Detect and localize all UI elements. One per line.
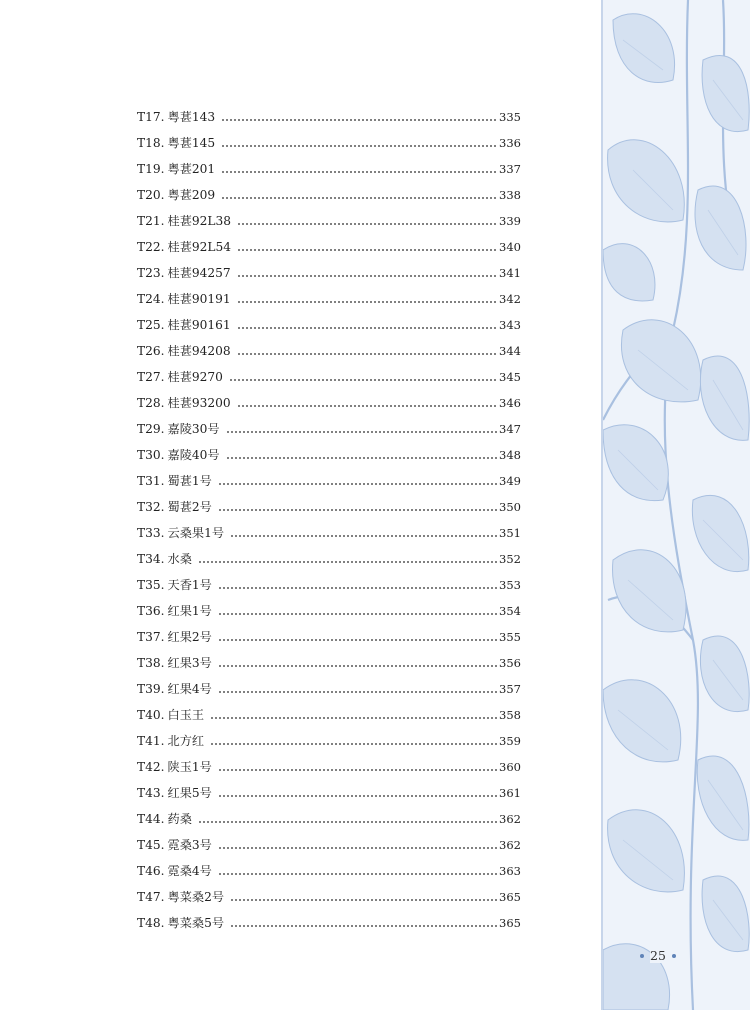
leader-dots	[226, 431, 498, 433]
toc-entry	[137, 572, 521, 598]
toc-entry-number: T48.	[137, 916, 165, 930]
toc-entry	[137, 884, 521, 910]
toc-entry-title: 药桑	[167, 812, 192, 826]
toc-entry	[137, 910, 521, 936]
toc-entry	[137, 468, 521, 494]
toc-entry-page: 338	[499, 188, 521, 202]
toc-entry-title: 桂葚9270	[167, 370, 223, 384]
toc-entry-page: 337	[499, 162, 521, 176]
leader-dots	[218, 483, 498, 485]
toc-entry-number: T31.	[137, 474, 165, 488]
toc-entry-page: 358	[499, 708, 521, 722]
toc-entry-page: 344	[499, 344, 521, 358]
toc-entry-number: T32.	[137, 500, 165, 514]
toc-entry-title: 水桑	[167, 552, 192, 566]
toc-entry-page: 357	[499, 682, 521, 696]
toc-entry-title: 桂葚94257	[167, 266, 231, 280]
leader-dots	[230, 535, 498, 537]
toc-entry	[137, 442, 521, 468]
table-of-contents	[137, 104, 521, 936]
toc-entry-page: 362	[499, 838, 521, 852]
leader-dots	[218, 587, 498, 589]
toc-entry-page: 346	[499, 396, 521, 410]
toc-entry	[137, 598, 521, 624]
leader-dots	[198, 561, 498, 563]
toc-entry	[137, 182, 521, 208]
leader-dots	[226, 457, 498, 459]
toc-entry-title: 粤菜桑2号	[167, 890, 225, 904]
leader-dots	[198, 821, 498, 823]
toc-entry	[137, 858, 521, 884]
toc-entry-number: T23.	[137, 266, 165, 280]
toc-entry-page: 361	[499, 786, 521, 800]
leader-dots	[210, 743, 498, 745]
toc-entry-number: T22.	[137, 240, 165, 254]
toc-entry-number: T46.	[137, 864, 165, 878]
toc-entry	[137, 260, 521, 286]
toc-entry-page: 353	[499, 578, 521, 592]
toc-entry	[137, 546, 521, 572]
toc-entry	[137, 338, 521, 364]
leader-dots	[218, 613, 498, 615]
toc-entry-title: 粤葚209	[167, 188, 216, 202]
toc-entry-number: T28.	[137, 396, 165, 410]
toc-entry-page: 339	[499, 214, 521, 228]
toc-entry-title: 嘉陵40号	[167, 448, 220, 462]
toc-entry-page: 343	[499, 318, 521, 332]
toc-entry-title: 粤葚145	[167, 136, 216, 150]
toc-entry-number: T25.	[137, 318, 165, 332]
leader-dots	[237, 249, 498, 251]
toc-entry	[137, 208, 521, 234]
leader-dots	[221, 145, 498, 147]
toc-entry-page: 360	[499, 760, 521, 774]
leaf-illustration-icon	[603, 0, 750, 1010]
toc-entry-title: 桂葚92L54	[167, 240, 232, 254]
toc-entry-page: 362	[499, 812, 521, 826]
toc-entry-number: T29.	[137, 422, 165, 436]
toc-entry-page: 341	[499, 266, 521, 280]
toc-entry-title: 红果3号	[167, 656, 212, 670]
toc-entry	[137, 234, 521, 260]
toc-entry	[137, 624, 521, 650]
toc-entry	[137, 650, 521, 676]
toc-entry-title: 粤葚201	[167, 162, 216, 176]
toc-entry-title: 桂葚90191	[167, 292, 231, 306]
toc-entry-number: T38.	[137, 656, 165, 670]
toc-entry-title: 粤葚143	[167, 110, 216, 124]
toc-entry-number: T43.	[137, 786, 165, 800]
leader-dots	[237, 223, 498, 225]
leader-dots	[218, 795, 498, 797]
toc-entry-page: 365	[499, 890, 521, 904]
leader-dots	[229, 379, 498, 381]
toc-entry	[137, 494, 521, 520]
toc-entry-title: 霓桑3号	[167, 838, 212, 852]
toc-entry	[137, 728, 521, 754]
leader-dots	[221, 119, 498, 121]
toc-entry-page: 365	[499, 916, 521, 930]
leader-dots	[218, 639, 498, 641]
toc-entry-number: T21.	[137, 214, 165, 228]
mulberry-leaf-illustration	[601, 0, 750, 1010]
toc-entry-page: 349	[499, 474, 521, 488]
toc-entry	[137, 104, 521, 130]
toc-entry-number: T42.	[137, 760, 165, 774]
toc-entry	[137, 520, 521, 546]
toc-entry-number: T20.	[137, 188, 165, 202]
toc-entry-title: 陕玉1号	[167, 760, 212, 774]
toc-entry-title: 嘉陵30号	[167, 422, 220, 436]
toc-entry-title: 蜀葚2号	[167, 500, 212, 514]
toc-entry-page: 348	[499, 448, 521, 462]
toc-entry-title: 北方红	[167, 734, 205, 748]
leader-dots	[218, 665, 498, 667]
toc-entry-title: 红果1号	[167, 604, 212, 618]
toc-entry-title: 桂葚93200	[167, 396, 231, 410]
toc-entry-page: 363	[499, 864, 521, 878]
toc-entry-title: 云桑果1号	[167, 526, 225, 540]
toc-entry-number: T41.	[137, 734, 165, 748]
toc-entry-page: 347	[499, 422, 521, 436]
toc-entry-page: 335	[499, 110, 521, 124]
toc-entry	[137, 702, 521, 728]
toc-entry	[137, 780, 521, 806]
toc-entry	[137, 832, 521, 858]
leader-dots	[221, 197, 498, 199]
bullet-dot-icon	[672, 954, 676, 958]
leader-dots	[218, 691, 498, 693]
toc-entry	[137, 390, 521, 416]
toc-entry-title: 桂葚94208	[167, 344, 231, 358]
toc-entry-number: T45.	[137, 838, 165, 852]
bullet-dot-icon	[640, 954, 644, 958]
toc-entry-page: 345	[499, 370, 521, 384]
toc-entry-page: 352	[499, 552, 521, 566]
toc-entry	[137, 286, 521, 312]
toc-entry-number: T35.	[137, 578, 165, 592]
toc-entry	[137, 312, 521, 338]
leader-dots	[218, 873, 498, 875]
toc-entry-title: 红果4号	[167, 682, 212, 696]
toc-entry-page: 351	[499, 526, 521, 540]
leader-dots	[218, 769, 498, 771]
toc-entry-title: 红果5号	[167, 786, 212, 800]
toc-entry-page: 336	[499, 136, 521, 150]
toc-entry	[137, 676, 521, 702]
page-number	[628, 948, 688, 963]
leader-dots	[237, 353, 498, 355]
toc-entry	[137, 754, 521, 780]
toc-entry-number: T36.	[137, 604, 165, 618]
leader-dots	[210, 717, 498, 719]
toc-entry-number: T44.	[137, 812, 165, 826]
leader-dots	[230, 899, 498, 901]
toc-entry-title: 霓桑4号	[167, 864, 212, 878]
toc-entry-page: 355	[499, 630, 521, 644]
toc-entry	[137, 156, 521, 182]
toc-entry	[137, 806, 521, 832]
toc-entry	[137, 130, 521, 156]
toc-entry-number: T37.	[137, 630, 165, 644]
toc-entry-number: T39.	[137, 682, 165, 696]
toc-entry-number: T47.	[137, 890, 165, 904]
toc-entry-title: 天香1号	[167, 578, 212, 592]
leader-dots	[237, 405, 498, 407]
toc-entry-page: 340	[499, 240, 521, 254]
toc-entry	[137, 364, 521, 390]
toc-entry-title: 粤菜桑5号	[167, 916, 225, 930]
toc-entry-number: T30.	[137, 448, 165, 462]
toc-entry-number: T27.	[137, 370, 165, 384]
toc-entry-page: 356	[499, 656, 521, 670]
toc-entry-page: 354	[499, 604, 521, 618]
page-number-text: 25	[650, 948, 666, 963]
toc-entry-page: 359	[499, 734, 521, 748]
toc-entry-number: T33.	[137, 526, 165, 540]
toc-entry-number: T26.	[137, 344, 165, 358]
toc-entry-number: T19.	[137, 162, 165, 176]
leader-dots	[237, 275, 498, 277]
toc-entry-title: 蜀葚1号	[167, 474, 212, 488]
toc-entry-number: T34.	[137, 552, 165, 566]
toc-entry-number: T18.	[137, 136, 165, 150]
toc-entry	[137, 416, 521, 442]
toc-entry-title: 红果2号	[167, 630, 212, 644]
leader-dots	[230, 925, 498, 927]
toc-entry-page: 342	[499, 292, 521, 306]
leader-dots	[218, 509, 498, 511]
leader-dots	[237, 327, 498, 329]
leader-dots	[218, 847, 498, 849]
leader-dots	[237, 301, 498, 303]
toc-entry-number: T17.	[137, 110, 165, 124]
toc-entry-number: T40.	[137, 708, 165, 722]
toc-entry-page: 350	[499, 500, 521, 514]
leader-dots	[221, 171, 498, 173]
toc-entry-title: 桂葚90161	[167, 318, 231, 332]
toc-entry-title: 白玉王	[167, 708, 205, 722]
toc-entry-title: 桂葚92L38	[167, 214, 232, 228]
toc-entry-number: T24.	[137, 292, 165, 306]
